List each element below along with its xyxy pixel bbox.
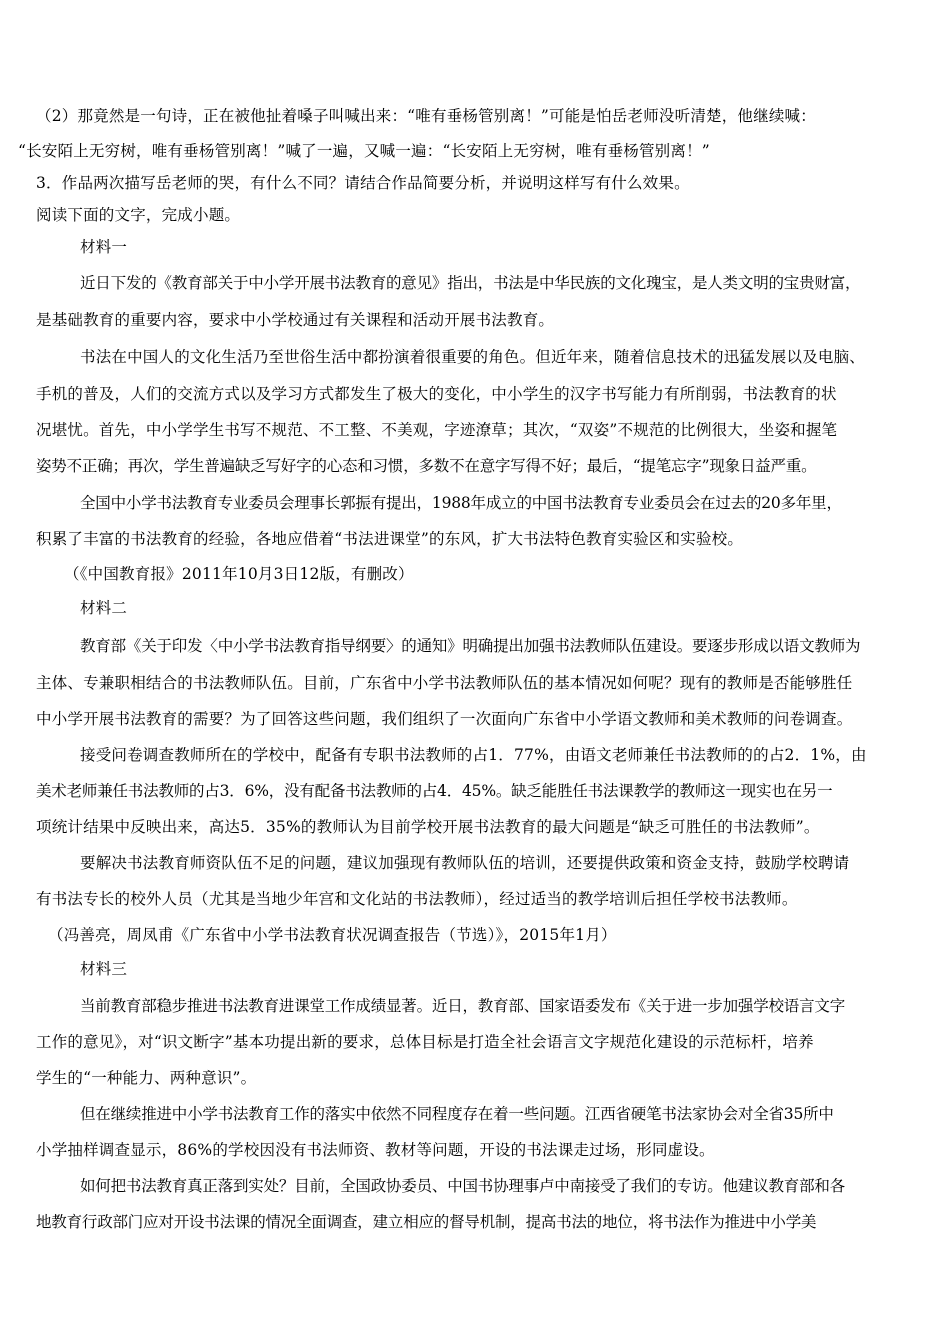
material-2-paragraph-2-line-2: 美术老师兼任书法教师的占3．6%，没有配备书法教师的占4．45%。缺乏能胜任书法课教学的教师这一现实也在另一 <box>36 782 833 800</box>
material-1-paragraph-1-line-2: 是基础教育的重要内容，要求中小学校通过有关课程和活动开展书法教育。 <box>36 311 555 329</box>
material-1-paragraph-3-line-1: 全国中小学书法教育专业委员会理事长郭振有提出，1988年成立的中国书法教育专业委员会在过去的20多年里， <box>80 494 842 512</box>
question-2-line-2: “长安陌上无穷树，唯有垂杨管别离！”喊了一遍，又喊一遍：“长安陌上无穷树，唯有垂杨管别离！” <box>18 142 710 160</box>
material-2-paragraph-1-line-3: 中小学开展书法教育的需要？为了回答这些问题，我们组织了一次面向广东省中小学语文教师和美术教师的问卷调查。 <box>36 710 853 728</box>
material-3-heading: 材料三 <box>80 960 128 978</box>
material-3-paragraph-3-line-2: 地教育行政部门应对开设书法课的情况全面调查，建立相应的督导机制，提高书法的地位，将书法作为推进中小学美 <box>36 1213 817 1231</box>
material-1-paragraph-2-line-2: 手机的普及，人们的交流方式以及学习方式都发生了极大的变化，中小学生的汉字书写能力有所削弱，书法教育的状 <box>36 385 837 403</box>
material-2-paragraph-2-line-1: 接受问卷调查教师所在的学校中，配备有专职书法教师的占1．77%，由语文老师兼任书法教师的的占2．1%，由 <box>80 746 867 764</box>
material-2-source: （冯善亮，周凤甫《广东省中小学书法教育状况调查报告（节选）》，2015年1月） <box>48 926 617 944</box>
material-3-paragraph-1-line-2: 工作的意见》，对“识文断字”基本功提出新的要求，总体目标是打造全社会语言文字规范化建设的示范标杆，培养 <box>36 1033 814 1051</box>
material-3-paragraph-1-line-1: 当前教育部稳步推进书法教育进课堂工作成绩显著。近日，教育部、国家语委发布《关于进一步加强学校语言文字 <box>80 997 846 1015</box>
material-1-paragraph-2-line-3: 况堪忧。首先，中小学学生书写不规范、不工整、不美观，字迹潦草；其次，“双姿”不规范的比例很大，坐姿和握笔 <box>36 421 838 439</box>
material-2-paragraph-1-line-2: 主体、专兼职相结合的书法教师队伍。目前，广东省中小学书法教师队伍的基本情况如何呢？现有的教师是否能够胜任 <box>36 674 853 692</box>
material-1-paragraph-2-line-1: 书法在中国人的文化生活乃至世俗生活中都扮演着很重要的角色。但近年来，随着信息技术的迅猛发展以及电脑、 <box>80 348 866 366</box>
question-3: 3．作品两次描写岳老师的哭，有什么不同？请结合作品简要分析，并说明这样写有什么效果。 <box>36 174 690 192</box>
material-2-paragraph-2-line-3: 项统计结果中反映出来，高达5．35%的教师认为目前学校开展书法教育的最大问题是“缺乏可胜任的书法教师”。 <box>36 818 820 836</box>
material-1-paragraph-2-line-4: 姿势不正确；再次，学生普遍缺乏写好字的心态和习惯，多数不在意字写得不好；最后，“提笔忘字”现象日益严重。 <box>36 457 817 475</box>
material-2-heading: 材料二 <box>80 599 128 617</box>
material-3-paragraph-2-line-2: 小学抽样调查显示，86%的学校因没有书法师资、教材等问题，开设的书法课走过场，形同虚设。 <box>36 1141 715 1159</box>
material-1-paragraph-1-line-1: 近日下发的《教育部关于中小学开展书法教育的意见》指出，书法是中华民族的文化瑰宝，是人类文明的宝贵财富， <box>80 274 861 292</box>
material-2-paragraph-1-line-1: 教育部《关于印发〈中小学书法教育指导纲要〉的通知》明确提出加强书法教师队伍建设。要逐步形成以语文教师为 <box>80 637 861 655</box>
material-1-paragraph-3-line-2: 积累了丰富的书法教育的经验，各地应借着“书法进课堂”的东风，扩大书法特色教育实验区和实验校。 <box>36 530 744 548</box>
material-3-paragraph-3-line-1: 如何把书法教育真正落到实处？目前，全国政协委员、中国书协理事卢中南接受了我们的专访。他建议教育部和各 <box>80 1177 846 1195</box>
material-3-paragraph-2-line-1: 但在继续推进中小学书法教育工作的落实中依然不同程度存在着一些问题。江西省硬笔书法家协会对全省35所中 <box>80 1105 834 1123</box>
material-1-heading: 材料一 <box>80 238 128 256</box>
question-2-line-1: （2）那竟然是一句诗，正在被他扯着嗓子叫喊出来：“唯有垂杨管别离！”可能是怕岳老师没听清楚，他继续喊： <box>36 107 816 125</box>
material-1-source: （《中国教育报》2011年10月3日12版，有删改） <box>64 565 414 583</box>
material-2-paragraph-3-line-2: 有书法专长的校外人员（尤其是当地少年宫和文化站的书法教师），经过适当的教学培训后担任学校书法教师。 <box>36 890 798 908</box>
material-2-paragraph-3-line-1: 要解决书法教育师资队伍不足的问题，建议加强现有教师队伍的培训，还要提供政策和资金支持，鼓励学校聘请 <box>80 854 850 872</box>
reading-instruction: 阅读下面的文字，完成小题。 <box>36 206 241 224</box>
material-3-paragraph-1-line-3: 学生的“一种能力、两种意识”。 <box>36 1069 257 1087</box>
